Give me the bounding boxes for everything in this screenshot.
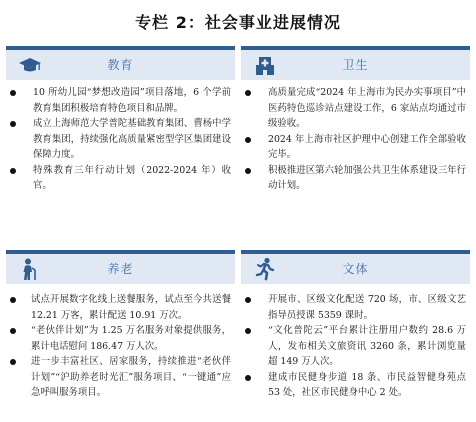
culture-panel — [241, 250, 470, 401]
health-header-label: 卫生 — [342, 58, 369, 72]
education-header — [6, 46, 235, 80]
list-item: “老伙伴计划”为 1.25 万名服务对象提供服务，累计电话慰问 186.47 万人次。 — [6, 323, 235, 354]
list-item: “文化普陀云”平台累计注册用户数约 28.6 万人，发布相关文旅资讯 3260 条，累计浏览量超 149 万人次。 — [241, 323, 470, 370]
list-item: 开展市、区级文化配送 720 场，市、区级文艺指导员授课 5359 课时。 — [241, 292, 470, 323]
elderly-panel — [6, 250, 235, 401]
health-list — [241, 85, 470, 194]
list-item: 积极推进区第六轮加强公共卫生体系建设三年行动计划。 — [241, 163, 470, 194]
list-item: 建成市民健身步道 18 条、市民益智健身苑点 53 处，社区市民健身中心 2 处。 — [241, 370, 470, 401]
page-title: 专栏 2：社会事业进展情况 — [135, 13, 341, 32]
list-item: 2024 年上海市社区护理中心创建工作全部验收完毕。 — [241, 132, 470, 163]
health-panel — [241, 46, 470, 194]
elderly-header-label: 养老 — [107, 262, 134, 276]
education-list — [6, 85, 235, 194]
list-item: 高质量完成“2024 年上海市为民办实事项目”中医药特色巡诊站点建设工作，6 家站点均通过市级验收。 — [241, 85, 470, 132]
education-panel — [6, 46, 235, 194]
health-header — [241, 46, 470, 80]
education-header-label: 教育 — [107, 58, 134, 72]
list-item: 进一步丰富社区、居家服务，持续推进“老伙伴计划”“沪助养老时光汇”服务项目、“一键通”应急呼叫服务项目。 — [6, 354, 235, 401]
list-item: 特殊教育三年行动计划（2022-2024 年）收官。 — [6, 163, 235, 194]
list-item: 成立上海师范大学普陀基础教育集团、曹杨中学教育集团，持续强化高质量紧密型学区集团建设保障力度。 — [6, 116, 235, 163]
elderly-list — [6, 292, 235, 401]
list-item: 试点开展数字化线上送餐服务，试点至今共送餐 12.21 万客，累计配送 10.91 万次。 — [6, 292, 235, 323]
elderly-header — [6, 250, 235, 284]
culture-header-label: 文体 — [342, 262, 369, 276]
culture-list — [241, 292, 470, 401]
culture-header — [241, 250, 470, 284]
list-item: 10 所幼儿园“梦想改造园”项目落地，6 个学前教育集团积极培育特色项目和品牌。 — [6, 85, 235, 116]
